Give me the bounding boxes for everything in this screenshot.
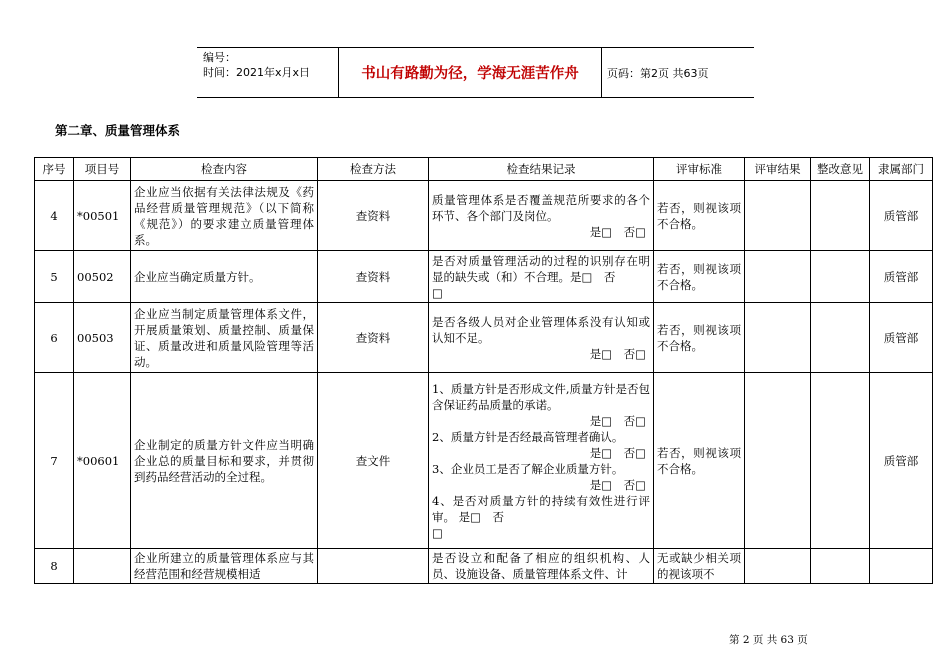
row-dept: 质管部	[870, 251, 933, 303]
record-yes-no: 是□ 否	[458, 509, 505, 524]
row-content: 企业应当依据有关法律法规及《药品经营质量管理规范》（以下简称《规范》）的要求建立质量管理体系。	[131, 181, 318, 251]
row-no: 6	[35, 303, 74, 373]
time-label: 时间：2021年x月x日	[203, 66, 311, 79]
record-yes-no: 是□ 否□	[589, 413, 646, 428]
row-record	[429, 373, 654, 549]
row-result	[745, 251, 811, 303]
table-row	[35, 251, 933, 303]
row-content: 企业制定的质量方针文件应当明确企业总的质量目标和要求，并贯彻到药品经营活动的全过程。	[131, 373, 318, 549]
row-dept: 质管部	[870, 373, 933, 549]
row-result	[745, 303, 811, 373]
row-content: 企业应当制定质量管理体系文件，开展质量策划、质量控制、质量保证、质量改进和质量风险管理等活动。	[131, 303, 318, 373]
row-opinion	[811, 181, 870, 251]
record-text: 是否对质量管理活动的过程的识别存在明显的缺失或（和）不合理。是□ 否	[432, 253, 650, 284]
col-header-method: 检查方法	[318, 158, 429, 181]
record-yes-no: 是□ 否□	[589, 346, 646, 361]
row-method: 查文件	[318, 373, 429, 549]
row-no: 4	[35, 181, 74, 251]
inspection-table	[34, 157, 933, 584]
record-yes-no: 是□ 否□	[589, 477, 646, 492]
row-code: 00502	[74, 251, 131, 303]
row-no: 5	[35, 251, 74, 303]
col-header-dept: 隶属部门	[870, 158, 933, 181]
page-label: 页码：第2页 共63页	[607, 67, 709, 80]
row-content: 企业所建立的质量管理体系应与其经营范围和经营规模相适	[131, 549, 318, 584]
header-left	[203, 50, 310, 80]
record-text: 是否各级人员对企业管理体系没有认知或认知不足。	[432, 314, 650, 345]
row-result	[745, 373, 811, 549]
row-method: 查资料	[318, 181, 429, 251]
row-no: 8	[35, 549, 74, 584]
col-header-standard: 评审标准	[654, 158, 745, 181]
col-header-content: 检查内容	[131, 158, 318, 181]
record-yes-no: 是□ 否□	[589, 445, 646, 460]
row-record	[429, 303, 654, 373]
checkbox-glyph: □	[432, 525, 443, 540]
record-item-text-4: 4、是否对质量方针的持续有效性进行评审。	[432, 493, 650, 524]
table-row	[35, 181, 933, 251]
page-header	[197, 47, 754, 98]
record-item-text: 3、企业员工是否了解企业质量方针。	[432, 461, 624, 476]
record-yes-no: 是□ 否□	[589, 224, 646, 239]
row-method	[318, 549, 429, 584]
row-method: 查资料	[318, 251, 429, 303]
table-header-row	[35, 158, 933, 181]
page-footer: 第 2 页 共 63 页	[729, 634, 808, 646]
row-record: 是否设立和配备了相应的组织机构、人员、设施设备、质量管理体系文件、计	[429, 549, 654, 584]
row-method: 查资料	[318, 303, 429, 373]
row-standard: 若否，则视该项不合格。	[654, 181, 745, 251]
row-code: 00503	[74, 303, 131, 373]
row-opinion	[811, 303, 870, 373]
col-header-code: 项目号	[74, 158, 131, 181]
row-record	[429, 181, 654, 251]
table-row	[35, 549, 933, 584]
row-content: 企业应当确定质量方针。	[131, 251, 318, 303]
row-opinion	[811, 373, 870, 549]
record-text: 质量管理体系是否覆盖规范所要求的各个环节、各个部门及岗位。	[432, 192, 650, 223]
row-dept	[870, 549, 933, 584]
col-header-opinion: 整改意见	[811, 158, 870, 181]
row-opinion	[811, 251, 870, 303]
row-opinion	[811, 549, 870, 584]
record-item-text: 1、质量方针是否形成文件,质量方针是否包含保证药品质量的承诺。	[432, 381, 650, 412]
record-item-text	[432, 493, 650, 525]
row-code: *00601	[74, 373, 131, 549]
col-header-result: 评审结果	[745, 158, 811, 181]
row-standard: 无或缺少相关项的视该项不	[654, 549, 745, 584]
row-standard: 若否，则视该项不合格。	[654, 251, 745, 303]
row-record	[429, 251, 654, 303]
row-dept: 质管部	[870, 181, 933, 251]
chapter-title: 第二章、质量管理体系	[55, 123, 181, 138]
row-result	[745, 549, 811, 584]
col-header-record: 检查结果记录	[429, 158, 654, 181]
slogan: 书山有路勤为径，学海无涯苦作舟	[338, 48, 602, 97]
row-code: *00501	[74, 181, 131, 251]
row-result	[745, 181, 811, 251]
col-header-no: 序号	[35, 158, 74, 181]
record-item-text: 2、质量方针是否经最高管理者确认。	[432, 429, 624, 444]
table-row	[35, 303, 933, 373]
table-row	[35, 373, 933, 549]
row-code	[74, 549, 131, 584]
number-label: 编号：	[203, 51, 236, 64]
row-dept: 质管部	[870, 303, 933, 373]
row-no: 7	[35, 373, 74, 549]
row-standard: 若否，则视该项不合格。	[654, 373, 745, 549]
row-standard: 若否，则视该项不合格。	[654, 303, 745, 373]
checkbox-glyph: □	[432, 285, 443, 300]
